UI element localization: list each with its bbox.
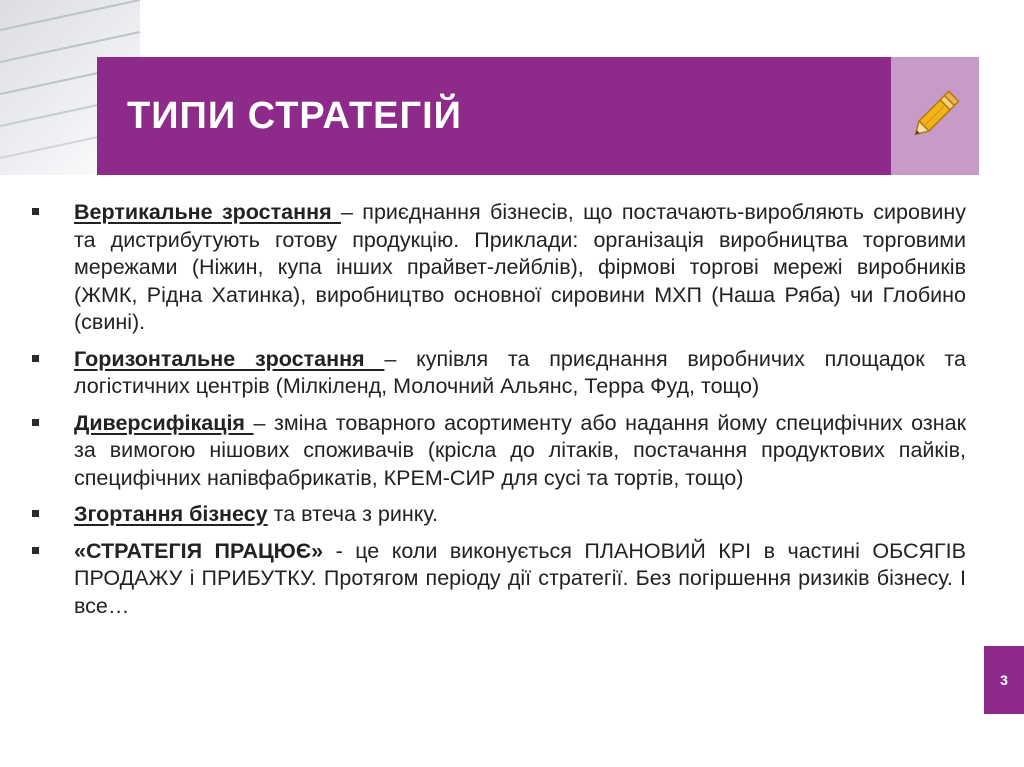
list-item xyxy=(32,346,966,401)
item-term: «СТРАТЕГІЯ ПРАЦЮЄ» xyxy=(74,538,324,563)
slide-title: ТИПИ СТРАТЕГІЙ xyxy=(127,94,462,137)
list-item xyxy=(32,410,966,493)
icon-box xyxy=(891,57,979,175)
item-term: Згортання бізнесу xyxy=(74,502,268,526)
list-item xyxy=(32,199,966,337)
page-number: 3 xyxy=(984,646,1024,714)
item-term: Вертикальне зростання xyxy=(74,200,341,224)
bullet-list xyxy=(32,199,966,629)
square-bullet-icon xyxy=(32,547,39,554)
item-text: – зміна товарного асортименту або надання йому специфічних ознак за вимогою нішових споживачів (крісла до літаків, постачання продуктових пайків, специфічних напівфабрикатів, КРЕМ-СИР для сусі та тортів, тощо) xyxy=(74,410,966,490)
list-item xyxy=(32,538,966,621)
pencil-icon xyxy=(905,83,967,145)
square-bullet-icon xyxy=(32,208,39,215)
square-bullet-icon xyxy=(32,510,39,517)
square-bullet-icon xyxy=(32,419,39,426)
square-bullet-icon xyxy=(32,355,39,362)
item-term: Диверсифікація xyxy=(74,410,254,435)
title-band xyxy=(97,57,891,175)
item-text: та втеча з ринку. xyxy=(267,502,438,526)
item-text: – купівля та приєднання виробничих площадок та логістичних центрів (Мілкіленд, Молочний Альянс, Терра Фуд, тощо) xyxy=(74,346,966,398)
item-term: Горизонтальне зростання xyxy=(74,346,385,371)
item-text: – приєднання бізнесів, що постачають-виробляють сировину та дистрибутують готову продукцію. Приклади: організація виробництва торговими мережами (Ніжин, купа інших прайвет-лейблів), фірмові торгові мережі виробників (ЖМК, Рідна Хатинка), виробництво основної сировини МХП (Наша Ряба) чи Глобино (свині). xyxy=(74,200,966,334)
item-text: - це коли виконується ПЛАНОВИЙ КРІ в частині ОБСЯГІВ ПРОДАЖУ і ПРИБУТКУ. Протягом періоду дії стратегії. Без погіршення ризиків бізнесу. І все… xyxy=(74,538,966,618)
list-item xyxy=(32,501,966,529)
